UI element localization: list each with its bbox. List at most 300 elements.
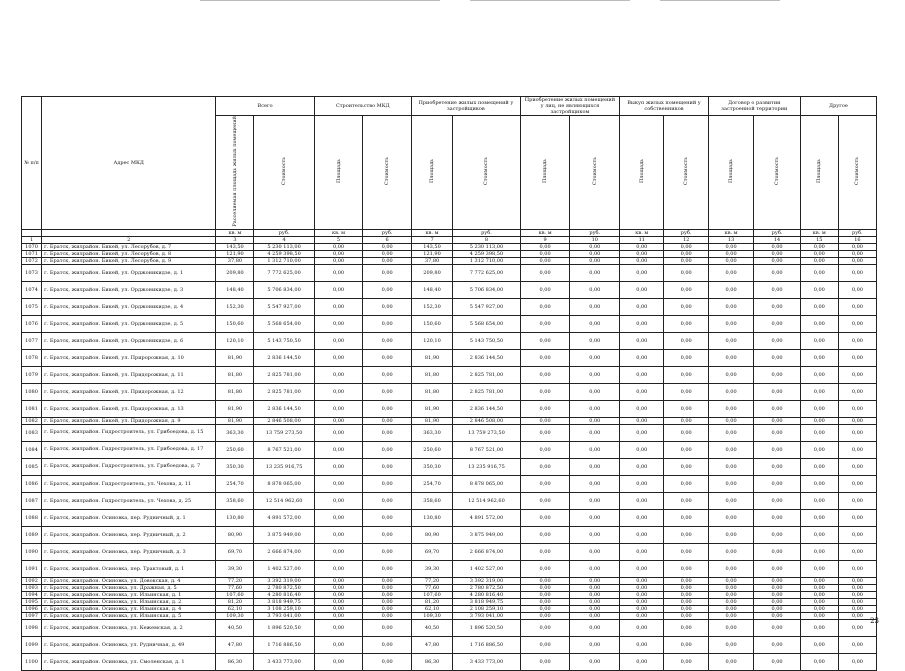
column-number: 6 (363, 236, 412, 243)
construction-area: 0,00 (314, 612, 363, 619)
zero-value: 0,00 (838, 383, 876, 400)
zero-value: 0,00 (838, 526, 876, 543)
zero-value: 0,00 (620, 366, 664, 383)
row-address: г. Братск, жилрайон. Бикей, ул. Орджоникидзе, д. 6 (42, 332, 216, 349)
row-number: 1082 (22, 417, 42, 424)
developer-area: 152,30 (411, 298, 452, 315)
zero-value: 0,00 (520, 492, 570, 509)
zero-value: 0,00 (570, 250, 620, 257)
zero-value: 0,00 (708, 417, 753, 424)
row-address: г. Братск, жилрайон. Бикей, ул. Придорожная, д. 13 (42, 400, 216, 417)
total-area: 77,60 (216, 584, 254, 591)
total-cost: 2 846 508,00 (254, 417, 314, 424)
zero-value: 0,00 (620, 458, 664, 475)
zero-value: 0,00 (708, 383, 753, 400)
zero-value: 0,00 (520, 584, 570, 591)
total-area: 109,30 (216, 612, 254, 619)
row-number: 1077 (22, 332, 42, 349)
construction-cost: 0,00 (363, 441, 412, 458)
zero-value: 0,00 (620, 400, 664, 417)
zero-value: 0,00 (708, 543, 753, 560)
total-cost: 5 568 654,00 (254, 315, 314, 332)
zero-value: 0,00 (708, 636, 753, 653)
total-cost: 2 836 144,50 (254, 400, 314, 417)
construction-cost: 0,00 (363, 605, 412, 612)
total-area: 81,90 (216, 400, 254, 417)
total-area: 81,20 (216, 598, 254, 605)
construction-cost: 0,00 (363, 636, 412, 653)
table-row (22, 441, 877, 458)
group-non-developers: Приобретение жилых помещений у лиц, не являющихся застройщиком (520, 97, 619, 116)
zero-value: 0,00 (754, 424, 801, 441)
construction-cost: 0,00 (363, 250, 412, 257)
row-address: г. Братск, жилрайон. Бикей, ул. Лесорубов, д. 9 (42, 257, 216, 264)
zero-value: 0,00 (664, 315, 708, 332)
developer-cost: 2 825 781,00 (453, 366, 521, 383)
zero-value: 0,00 (800, 257, 838, 264)
unit-area: кв. м (520, 229, 570, 236)
total-cost: 2 780 872,50 (254, 584, 314, 591)
zero-value: 0,00 (754, 653, 801, 670)
zero-value: 0,00 (570, 264, 620, 281)
table-row (22, 298, 877, 315)
zero-value: 0,00 (664, 605, 708, 612)
developer-area: 80,90 (411, 526, 452, 543)
total-cost: 3 108 259,10 (254, 605, 314, 612)
developer-area: 350,30 (411, 458, 452, 475)
construction-area: 0,00 (314, 591, 363, 598)
developer-area: 209,80 (411, 264, 452, 281)
zero-value: 0,00 (708, 441, 753, 458)
zero-value: 0,00 (800, 298, 838, 315)
zero-value: 0,00 (570, 417, 620, 424)
zero-value: 0,00 (620, 584, 664, 591)
col-no: № п/п (22, 97, 42, 230)
table-row (22, 424, 877, 441)
row-address: г. Братск, жилрайон. Осиновка, ул. Рудничная, д. 49 (42, 636, 216, 653)
zero-value: 0,00 (620, 492, 664, 509)
developer-area: 86,30 (411, 653, 452, 670)
construction-area: 0,00 (314, 298, 363, 315)
table-row (22, 264, 877, 281)
row-address: г. Братск, жилрайон. Осиновка, пер. Трактовый, д. 1 (42, 560, 216, 577)
row-address: г. Братск, жилрайон. Осиновка, пер. Рудничный, д. 1 (42, 509, 216, 526)
construction-cost: 0,00 (363, 315, 412, 332)
total-area: 250,60 (216, 441, 254, 458)
zero-value: 0,00 (838, 264, 876, 281)
zero-value: 0,00 (520, 475, 570, 492)
zero-value: 0,00 (664, 612, 708, 619)
total-area: 363,30 (216, 424, 254, 441)
zero-value: 0,00 (708, 492, 753, 509)
zero-value: 0,00 (664, 458, 708, 475)
developer-area: 62,10 (411, 605, 452, 612)
zero-value: 0,00 (570, 543, 620, 560)
total-area: 81,90 (216, 417, 254, 424)
zero-value: 0,00 (838, 458, 876, 475)
zero-value: 0,00 (838, 584, 876, 591)
total-area: 80,90 (216, 526, 254, 543)
zero-value: 0,00 (754, 458, 801, 475)
table-row (22, 612, 877, 619)
zero-value: 0,00 (570, 653, 620, 670)
developer-cost: 5 230 113,00 (453, 243, 521, 250)
developer-area: 77,20 (411, 577, 452, 584)
zero-value: 0,00 (800, 332, 838, 349)
zero-value: 0,00 (664, 424, 708, 441)
zero-value: 0,00 (620, 315, 664, 332)
developer-cost: 5 547 927,00 (453, 298, 521, 315)
zero-value: 0,00 (754, 492, 801, 509)
construction-cost: 0,00 (363, 458, 412, 475)
zero-value: 0,00 (800, 492, 838, 509)
column-number: 2 (42, 236, 216, 243)
row-number: 1075 (22, 298, 42, 315)
zero-value: 0,00 (620, 257, 664, 264)
zero-value: 0,00 (664, 543, 708, 560)
developer-area: 81,20 (411, 598, 452, 605)
table-row (22, 560, 877, 577)
developer-cost: 2 780 872,50 (453, 584, 521, 591)
zero-value: 0,00 (570, 424, 620, 441)
construction-cost: 0,00 (363, 653, 412, 670)
zero-value: 0,00 (838, 243, 876, 250)
table-row (22, 458, 877, 475)
developer-cost: 4 891 572,00 (453, 509, 521, 526)
col-area: Площадь (520, 116, 570, 230)
zero-value: 0,00 (708, 605, 753, 612)
column-number: 15 (800, 236, 838, 243)
zero-value: 0,00 (838, 619, 876, 636)
zero-value: 0,00 (664, 383, 708, 400)
page-number: 23 (870, 617, 879, 625)
row-address: г. Братск, жилрайон. Бикей, ул. Орджоникидзе, д. 5 (42, 315, 216, 332)
construction-area: 0,00 (314, 458, 363, 475)
zero-value: 0,00 (708, 243, 753, 250)
column-number: 7 (411, 236, 452, 243)
unit-area: кв. м (216, 229, 254, 236)
row-number: 1087 (22, 492, 42, 509)
developer-area: 130,80 (411, 509, 452, 526)
col-cost: Стоимость (570, 116, 620, 230)
zero-value: 0,00 (570, 349, 620, 366)
zero-value: 0,00 (620, 577, 664, 584)
zero-value: 0,00 (570, 598, 620, 605)
row-number: 1088 (22, 509, 42, 526)
row-address: г. Братск, жилрайон. Осиновка, ул. Ильинская, д. 2 (42, 598, 216, 605)
zero-value: 0,00 (800, 243, 838, 250)
zero-value: 0,00 (520, 560, 570, 577)
zero-value: 0,00 (570, 492, 620, 509)
construction-cost: 0,00 (363, 383, 412, 400)
zero-value: 0,00 (838, 612, 876, 619)
total-area: 254,70 (216, 475, 254, 492)
row-address: г. Братск, жилрайон. Осиновка, ул. Смоленская, д. 1 (42, 653, 216, 670)
total-cost: 1 312 710,00 (254, 257, 314, 264)
total-area: 81,90 (216, 349, 254, 366)
developer-area: 39,30 (411, 560, 452, 577)
zero-value: 0,00 (520, 424, 570, 441)
total-cost: 2 666 874,00 (254, 543, 314, 560)
zero-value: 0,00 (800, 543, 838, 560)
zero-value: 0,00 (520, 509, 570, 526)
table-row (22, 584, 877, 591)
zero-value: 0,00 (754, 636, 801, 653)
zero-value: 0,00 (754, 250, 801, 257)
zero-value: 0,00 (800, 605, 838, 612)
developer-cost: 2 108 259,10 (453, 605, 521, 612)
zero-value: 0,00 (664, 281, 708, 298)
table-row (22, 636, 877, 653)
row-address: г. Братск, жилрайон. Бикей, ул. Орджоникидзе, д. 4 (42, 298, 216, 315)
zero-value: 0,00 (708, 526, 753, 543)
zero-value: 0,00 (620, 591, 664, 598)
zero-value: 0,00 (754, 605, 801, 612)
unit-area: кв. м (800, 229, 838, 236)
zero-value: 0,00 (664, 264, 708, 281)
zero-value: 0,00 (520, 526, 570, 543)
zero-value: 0,00 (708, 366, 753, 383)
total-cost: 3 818 949,75 (254, 598, 314, 605)
unit-cost: руб. (363, 229, 412, 236)
total-area: 152,30 (216, 298, 254, 315)
total-cost: 3 392 319,00 (254, 577, 314, 584)
zero-value: 0,00 (708, 653, 753, 670)
construction-area: 0,00 (314, 636, 363, 653)
total-cost: 3 433 773,00 (254, 653, 314, 670)
construction-area: 0,00 (314, 243, 363, 250)
total-area: 40,50 (216, 619, 254, 636)
row-address: г. Братск, жилрайон. Осиновка, ул. Кежемская, д. 2 (42, 619, 216, 636)
row-number: 1089 (22, 526, 42, 543)
row-address: г. Братск, жилрайон. Гидростроитель, ул. Грибоедова, д. 15 (42, 424, 216, 441)
zero-value: 0,00 (570, 605, 620, 612)
zero-value: 0,00 (838, 250, 876, 257)
construction-cost: 0,00 (363, 475, 412, 492)
construction-cost: 0,00 (363, 584, 412, 591)
total-cost: 5 706 834,00 (254, 281, 314, 298)
zero-value: 0,00 (754, 509, 801, 526)
zero-value: 0,00 (520, 264, 570, 281)
zero-value: 0,00 (838, 560, 876, 577)
row-number: 1073 (22, 264, 42, 281)
construction-cost: 0,00 (363, 366, 412, 383)
zero-value: 0,00 (620, 543, 664, 560)
total-area: 358,60 (216, 492, 254, 509)
zero-value: 0,00 (838, 492, 876, 509)
zero-value: 0,00 (664, 366, 708, 383)
total-area: 130,80 (216, 509, 254, 526)
zero-value: 0,00 (708, 584, 753, 591)
total-cost: 2 825 781,00 (254, 366, 314, 383)
column-number: 8 (453, 236, 521, 243)
table-row (22, 598, 877, 605)
developer-cost: 13 759 273,50 (453, 424, 521, 441)
group-buyout: Выкуп жилых помещений у собственников (620, 97, 709, 116)
column-number: 16 (838, 236, 876, 243)
zero-value: 0,00 (708, 315, 753, 332)
developer-cost: 4 259 398,50 (453, 250, 521, 257)
zero-value: 0,00 (570, 619, 620, 636)
developer-cost: 3 875 949,00 (453, 526, 521, 543)
developer-cost: 1 312 710,00 (453, 257, 521, 264)
table-row (22, 250, 877, 257)
zero-value: 0,00 (570, 636, 620, 653)
zero-value: 0,00 (664, 636, 708, 653)
zero-value: 0,00 (708, 458, 753, 475)
zero-value: 0,00 (520, 417, 570, 424)
total-cost: 1 896 520,50 (254, 619, 314, 636)
developer-area: 150,60 (411, 315, 452, 332)
zero-value: 0,00 (800, 349, 838, 366)
column-number: 13 (708, 236, 753, 243)
zero-value: 0,00 (800, 612, 838, 619)
zero-value: 0,00 (620, 560, 664, 577)
zero-value: 0,00 (708, 424, 753, 441)
zero-value: 0,00 (754, 366, 801, 383)
zero-value: 0,00 (754, 400, 801, 417)
table-row (22, 383, 877, 400)
unit-area: кв. м (314, 229, 363, 236)
construction-area: 0,00 (314, 383, 363, 400)
zero-value: 0,00 (838, 298, 876, 315)
construction-cost: 0,00 (363, 492, 412, 509)
row-number: 1091 (22, 560, 42, 577)
zero-value: 0,00 (838, 349, 876, 366)
zero-value: 0,00 (838, 577, 876, 584)
column-number: 14 (754, 236, 801, 243)
row-number: 1071 (22, 250, 42, 257)
zero-value: 0,00 (754, 349, 801, 366)
total-cost: 2 836 144,50 (254, 349, 314, 366)
unit-cost: руб. (754, 229, 801, 236)
zero-value: 0,00 (570, 612, 620, 619)
zero-value: 0,00 (800, 636, 838, 653)
zero-value: 0,00 (520, 349, 570, 366)
total-area: 81,80 (216, 383, 254, 400)
zero-value: 0,00 (800, 509, 838, 526)
total-area: 120,10 (216, 332, 254, 349)
developer-area: 148,40 (411, 281, 452, 298)
zero-value: 0,00 (838, 591, 876, 598)
group-other: Другое (800, 97, 876, 116)
zero-value: 0,00 (664, 400, 708, 417)
developer-cost: 3 392 319,00 (453, 577, 521, 584)
zero-value: 0,00 (570, 526, 620, 543)
row-address: г. Братск, жилрайон. Бикей, ул. Придорожная, д. 11 (42, 366, 216, 383)
zero-value: 0,00 (800, 400, 838, 417)
table-row (22, 315, 877, 332)
row-number: 1092 (22, 577, 42, 584)
column-numbers-row (22, 236, 877, 243)
zero-value: 0,00 (664, 560, 708, 577)
zero-value: 0,00 (800, 250, 838, 257)
zero-value: 0,00 (620, 349, 664, 366)
zero-value: 0,00 (838, 257, 876, 264)
zero-value: 0,00 (800, 560, 838, 577)
zero-value: 0,00 (754, 315, 801, 332)
zero-value: 0,00 (838, 653, 876, 670)
row-address: г. Братск, жилрайон. Осиновка, ул. Ильинская, д. 4 (42, 605, 216, 612)
column-number: 4 (254, 236, 314, 243)
zero-value: 0,00 (620, 605, 664, 612)
construction-cost: 0,00 (363, 400, 412, 417)
zero-value: 0,00 (520, 591, 570, 598)
table-row (22, 653, 877, 670)
zero-value: 0,00 (520, 366, 570, 383)
total-area: 47,80 (216, 636, 254, 653)
zero-value: 0,00 (800, 264, 838, 281)
zero-value: 0,00 (838, 598, 876, 605)
table-row (22, 349, 877, 366)
zero-value: 0,00 (800, 315, 838, 332)
zero-value: 0,00 (708, 250, 753, 257)
construction-area: 0,00 (314, 257, 363, 264)
col-area: Площадь (800, 116, 838, 230)
zero-value: 0,00 (570, 400, 620, 417)
zero-value: 0,00 (664, 349, 708, 366)
developer-area: 47,80 (411, 636, 452, 653)
total-area: 37,80 (216, 257, 254, 264)
table-body (22, 243, 877, 670)
construction-area: 0,00 (314, 577, 363, 584)
zero-value: 0,00 (708, 298, 753, 315)
construction-area: 0,00 (314, 250, 363, 257)
developer-area: 81,80 (411, 383, 452, 400)
developer-cost: 1 402 527,00 (453, 560, 521, 577)
total-area: 121,90 (216, 250, 254, 257)
total-cost: 1 716 886,50 (254, 636, 314, 653)
column-number: 12 (664, 236, 708, 243)
total-area: 209,80 (216, 264, 254, 281)
construction-cost: 0,00 (363, 424, 412, 441)
developer-cost: 4 280 816,40 (453, 591, 521, 598)
scan-edge (0, 0, 905, 2)
developer-area: 77,60 (411, 584, 452, 591)
row-address: г. Братск, жилрайон. Осиновка, ул. Ильинская, д. 1 (42, 591, 216, 598)
row-number: 1079 (22, 366, 42, 383)
zero-value: 0,00 (800, 383, 838, 400)
construction-area: 0,00 (314, 605, 363, 612)
total-cost: 1 402 527,00 (254, 560, 314, 577)
row-address: г. Братск, жилрайон. Бикей, ул. Придорожная, д. 9 (42, 417, 216, 424)
unit-cost: руб. (664, 229, 708, 236)
zero-value: 0,00 (708, 560, 753, 577)
row-number: 1086 (22, 475, 42, 492)
zero-value: 0,00 (570, 281, 620, 298)
zero-value: 0,00 (838, 605, 876, 612)
total-cost: 13 759 273,50 (254, 424, 314, 441)
construction-area: 0,00 (314, 475, 363, 492)
developer-cost: 2 666 874,00 (453, 543, 521, 560)
zero-value: 0,00 (800, 475, 838, 492)
group-construction: Строительство МКД (314, 97, 411, 116)
table-row (22, 475, 877, 492)
row-address: г. Братск, жилрайон. Бикей, ул. Лесорубов, д. 7 (42, 243, 216, 250)
zero-value: 0,00 (708, 257, 753, 264)
row-address: г. Братск, жилрайон. Бикей, ул. Приророжная, д. 10 (42, 349, 216, 366)
developer-area: 81,90 (411, 349, 452, 366)
zero-value: 0,00 (570, 243, 620, 250)
construction-area: 0,00 (314, 441, 363, 458)
zero-value: 0,00 (520, 257, 570, 264)
zero-value: 0,00 (838, 424, 876, 441)
table-row (22, 417, 877, 424)
construction-area: 0,00 (314, 619, 363, 636)
zero-value: 0,00 (708, 612, 753, 619)
zero-value: 0,00 (708, 400, 753, 417)
total-cost: 5 230 113,00 (254, 243, 314, 250)
